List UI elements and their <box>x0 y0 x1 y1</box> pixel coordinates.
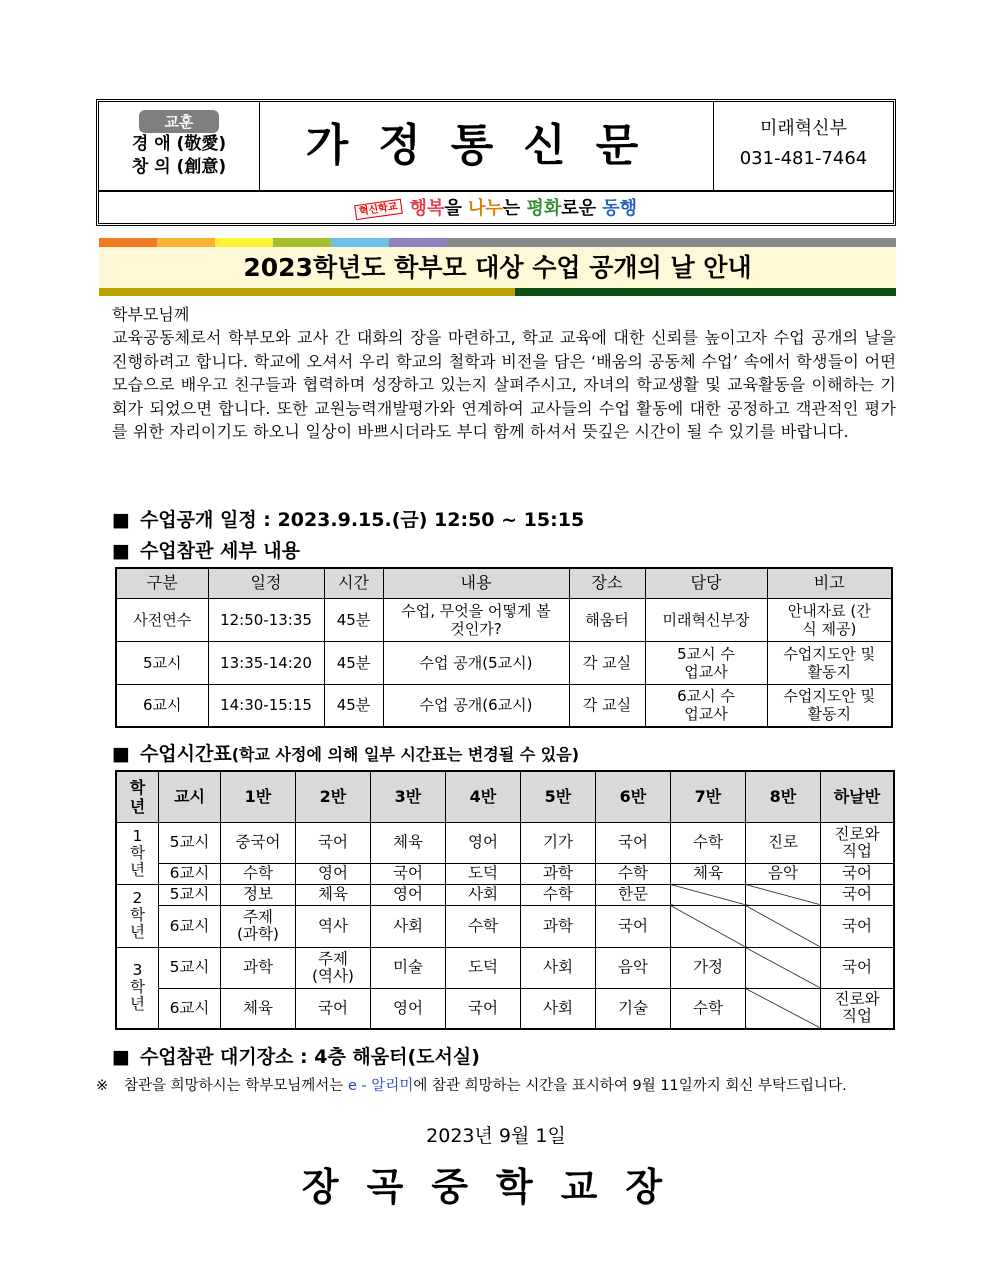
column-header: 장소 <box>569 568 645 598</box>
table-cell: 과학 <box>520 863 595 884</box>
table-cell: 국어 <box>820 863 894 884</box>
table-cell: 각 교실 <box>569 684 645 727</box>
table-header-row <box>116 771 894 822</box>
note-text: 참관을 희망하시는 학부모님께서는 <box>124 1078 348 1094</box>
issue-date: 2023년 9월 1일 <box>426 1125 566 1147</box>
table-row <box>116 905 894 947</box>
column-header: 5반 <box>520 771 595 822</box>
table-cell: 5교시 수업교사 <box>645 641 767 684</box>
table-cell: 주제 (과학) <box>220 905 295 947</box>
reply-note <box>96 1074 896 1099</box>
department-contact <box>713 102 893 190</box>
detail-heading <box>112 536 300 563</box>
slogan-word: 평화 <box>526 198 562 219</box>
table-cell: 국어 <box>295 822 370 863</box>
slogan-word: 는 <box>502 198 527 219</box>
detail-table <box>115 567 893 728</box>
school-motto <box>99 102 260 190</box>
empty-slashed-cell <box>745 988 820 1029</box>
table-cell: 사회 <box>370 905 445 947</box>
table-cell: 6교시 수업교사 <box>645 684 767 727</box>
table-cell: 국어 <box>370 863 445 884</box>
column-header: 3반 <box>370 771 445 822</box>
table-cell: 영어 <box>295 863 370 884</box>
slogan-word: 행복 <box>409 198 445 219</box>
table-cell: 과학 <box>220 947 295 988</box>
empty-slashed-cell <box>745 905 820 947</box>
table-cell: 6교시 <box>158 905 220 947</box>
table-cell: 정보 <box>220 884 295 905</box>
grade-cell: 3 학 년 <box>116 947 158 1029</box>
column-header: 2반 <box>295 771 370 822</box>
note-text: 에 참관 희망하는 시간을 표시하여 9월 11일까지 회신 부탁드립니다. <box>413 1078 847 1094</box>
slogan-word: 동행 <box>602 198 638 219</box>
table-row <box>116 684 892 727</box>
empty-slashed-cell <box>745 884 820 905</box>
table-cell: 수학 <box>670 822 745 863</box>
table-cell: 수학 <box>445 905 520 947</box>
slogan-word: 나누 <box>468 198 503 219</box>
table-header-row <box>116 568 892 598</box>
bullet-square-icon: ■ <box>112 1046 130 1068</box>
motto-line-2: 창 의 (創意) <box>131 157 227 177</box>
table-cell: 국어 <box>820 884 894 905</box>
timetable-note: (학교 사정에 의해 일부 시간표는 변경될 수 있음) <box>231 745 580 764</box>
motto-badge: 교훈 <box>139 110 220 133</box>
slogan-word: 을 <box>444 198 469 219</box>
column-header: 교시 <box>158 771 220 822</box>
table-cell: 수학 <box>220 863 295 884</box>
table-cell: 수학 <box>520 884 595 905</box>
column-header: 시간 <box>324 568 383 598</box>
table-cell: 주제 (역사) <box>295 947 370 988</box>
table-cell: 13:35-14:20 <box>208 641 324 684</box>
table-cell: 영어 <box>370 884 445 905</box>
table-cell: 45분 <box>324 598 383 641</box>
table-row <box>116 884 894 905</box>
timetable <box>115 770 895 1030</box>
letter-body: 교육공동체로서 학부모와 교사 간 대화의 장을 마련하고, 학교 교육에 대한 신뢰를 높이고자 수업 공개의 날을 진행하려고 합니다. 학교에 오셔서 우리 학교의 철학과 비전을 담은 ‘배움의 공동체 수업’ 속에서 학생들이 어떤 모습으로 배우고 친구들과 협력하며 성장하고 있는지 살펴주시고, 자녀의 학교생활 및 교육활동을 이해하는 기회가 되었으면 합니다. 또한 교원능력개발평가와 연계하여 교사들의 수업 활동에 대한 공정하고 객관적인 평가를 위한 자리이기도 하오니 일상이 바쁘시더라도 부디 함께 하셔서 뜻깊은 시간이 될 수 있기를 바랍니다. <box>112 328 896 442</box>
table-cell: 45분 <box>324 641 383 684</box>
table-cell: 안내자료 (간식 제공) <box>767 598 892 641</box>
table-cell: 12:50-13:35 <box>208 598 324 641</box>
table-cell: 수학 <box>595 863 670 884</box>
phone-number: 031-481-7464 <box>739 148 868 169</box>
bullet-square-icon: ■ <box>112 743 130 765</box>
table-cell: 도덕 <box>445 947 520 988</box>
letter-header <box>96 99 896 226</box>
waiting-heading <box>112 1042 480 1069</box>
table-row <box>116 988 894 1029</box>
table-cell: 해움터 <box>569 598 645 641</box>
table-cell: 진로와 직업 <box>820 822 894 863</box>
empty-slashed-cell <box>670 905 745 947</box>
principal-signature: 장곡중학교장 <box>301 1164 691 1209</box>
table-cell: 45분 <box>324 684 383 727</box>
table-cell: 영어 <box>445 822 520 863</box>
table-cell: 체육 <box>295 884 370 905</box>
school-slogan <box>99 192 893 225</box>
table-cell: 도덕 <box>445 863 520 884</box>
table-cell: 국어 <box>445 988 520 1029</box>
column-header: 하날반 <box>820 771 894 822</box>
table-cell: 진로와 직업 <box>820 988 894 1029</box>
slogan-word: 로운 <box>561 198 603 219</box>
table-cell: 수업 공개(5교시) <box>383 641 569 684</box>
column-header: 학년 <box>116 771 158 822</box>
empty-slashed-cell <box>670 884 745 905</box>
table-cell: 각 교실 <box>569 641 645 684</box>
table-cell: 수업지도안 및 활동지 <box>767 684 892 727</box>
table-cell: 사회 <box>445 884 520 905</box>
table-cell: 5교시 <box>158 822 220 863</box>
column-header: 6반 <box>595 771 670 822</box>
e-alimi-link[interactable]: e - 알리미 <box>347 1078 414 1094</box>
table-cell: 6교시 <box>158 863 220 884</box>
table-cell: 기가 <box>520 822 595 863</box>
table-cell: 가정 <box>670 947 745 988</box>
waiting-text: 수업참관 대기장소 : 4층 해움터(도서실) <box>139 1046 480 1068</box>
column-header: 구분 <box>116 568 208 598</box>
table-cell: 수학 <box>670 988 745 1029</box>
table-cell: 체육 <box>370 822 445 863</box>
table-cell: 사회 <box>520 988 595 1029</box>
table-cell: 중국어 <box>220 822 295 863</box>
innovation-school-logo: 혁신학교 <box>354 198 402 219</box>
table-row <box>116 863 894 884</box>
greeting: 학부모님께 <box>112 305 190 324</box>
table-cell: 5교시 <box>158 947 220 988</box>
table-cell: 음악 <box>745 863 820 884</box>
table-cell: 음악 <box>595 947 670 988</box>
table-cell: 사전연수 <box>116 598 208 641</box>
table-cell: 5교시 <box>158 884 220 905</box>
table-cell: 기술 <box>595 988 670 1029</box>
grade-cell: 2 학 년 <box>116 884 158 947</box>
column-header: 담당 <box>645 568 767 598</box>
table-row <box>116 598 892 641</box>
table-cell: 과학 <box>520 905 595 947</box>
column-header: 비고 <box>767 568 892 598</box>
table-cell: 수업지도안 및 활동지 <box>767 641 892 684</box>
table-cell: 역사 <box>295 905 370 947</box>
newsletter-title: 가정통신문 <box>305 120 669 171</box>
bullet-square-icon: ■ <box>112 509 130 531</box>
table-cell: 수업, 무엇을 어떻게 볼 것인가? <box>383 598 569 641</box>
schedule-heading <box>112 505 584 532</box>
table-cell: 사회 <box>520 947 595 988</box>
column-header: 7반 <box>670 771 745 822</box>
table-cell: 미술 <box>370 947 445 988</box>
table-cell: 체육 <box>220 988 295 1029</box>
detail-text: 수업참관 세부 내용 <box>139 540 301 562</box>
department-name: 미래혁신부 <box>760 118 847 139</box>
motto-line-1: 경 애 (敬愛) <box>131 134 227 154</box>
table-row <box>116 641 892 684</box>
note-mark: ※ <box>96 1078 109 1094</box>
table-cell: 진로 <box>745 822 820 863</box>
table-cell: 국어 <box>595 905 670 947</box>
column-header: 8반 <box>745 771 820 822</box>
table-cell: 5교시 <box>116 641 208 684</box>
table-cell: 수업 공개(6교시) <box>383 684 569 727</box>
table-cell: 영어 <box>370 988 445 1029</box>
table-cell: 체육 <box>670 863 745 884</box>
table-row <box>116 947 894 988</box>
bottom-color-bar <box>99 288 896 296</box>
table-cell: 14:30-15:15 <box>208 684 324 727</box>
table-cell: 국어 <box>820 947 894 988</box>
column-header: 4반 <box>445 771 520 822</box>
table-cell: 미래혁신부장 <box>645 598 767 641</box>
table-cell: 6교시 <box>158 988 220 1029</box>
table-row <box>116 822 894 863</box>
color-bar <box>99 238 896 247</box>
document-title: 2023학년도 학부모 대상 수업 공개의 날 안내 <box>99 247 896 288</box>
schedule-text: 수업공개 일정 : 2023.9.15.(금) 12:50 ~ 15:15 <box>139 509 585 531</box>
timetable-title: 수업시간표 <box>139 743 232 765</box>
column-header: 일정 <box>208 568 324 598</box>
table-cell: 한문 <box>595 884 670 905</box>
grade-cell: 1 학 년 <box>116 822 158 884</box>
table-cell: 국어 <box>595 822 670 863</box>
empty-slashed-cell <box>745 947 820 988</box>
column-header: 1반 <box>220 771 295 822</box>
table-cell: 국어 <box>820 905 894 947</box>
table-cell: 6교시 <box>116 684 208 727</box>
timetable-heading <box>112 739 579 766</box>
column-header: 내용 <box>383 568 569 598</box>
bullet-square-icon: ■ <box>112 540 130 562</box>
table-cell: 국어 <box>295 988 370 1029</box>
